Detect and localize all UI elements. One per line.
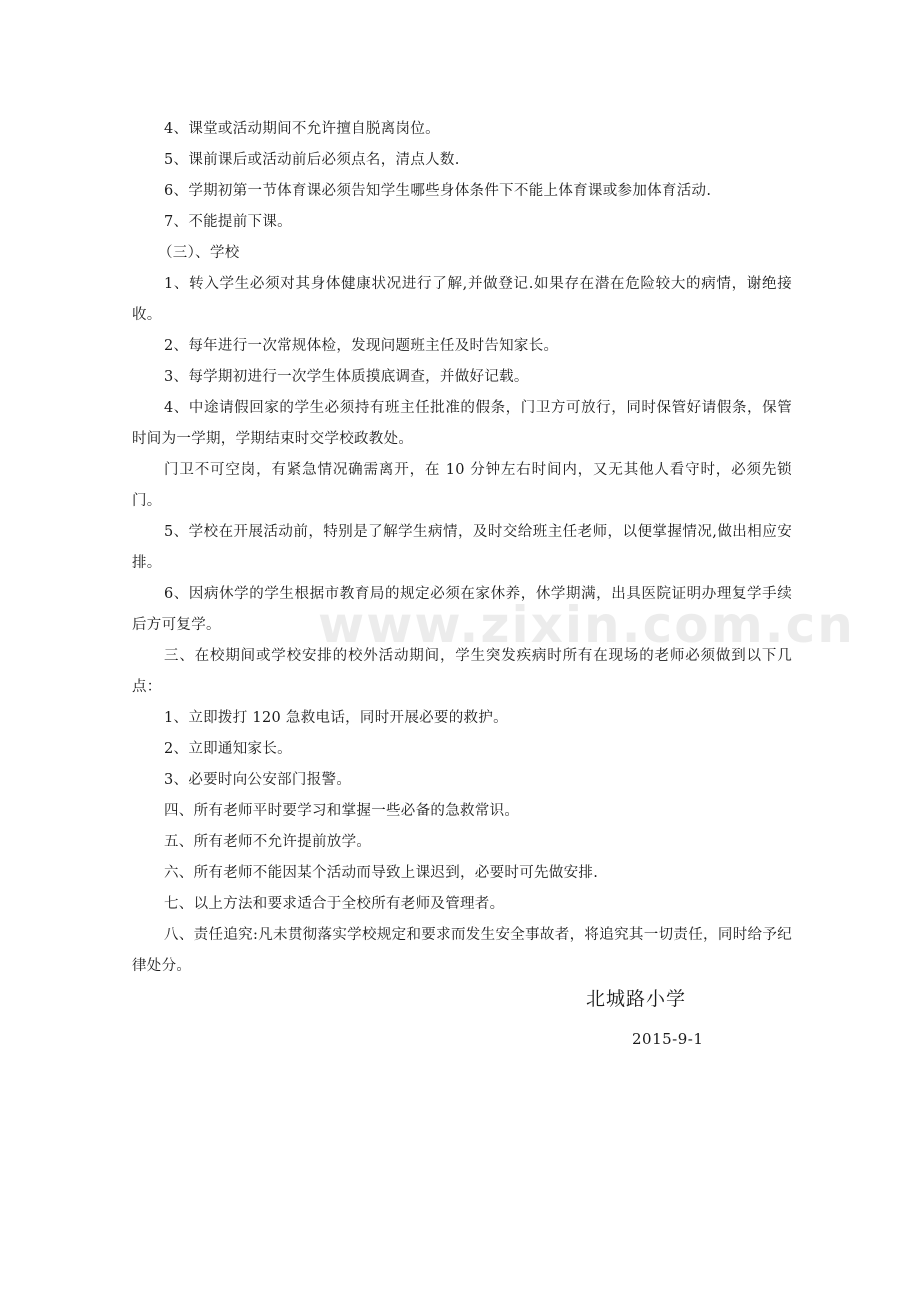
paragraph: 门卫不可空岗，有紧急情况确需离开，在 10 分钟左右时间内，又无其他人看守时，必须先锁门。: [132, 462, 792, 509]
paragraph: 4、课堂或活动期间不允许擅自脱离岗位。: [164, 121, 440, 137]
paragraph: 7、不能提前下课。: [164, 214, 292, 230]
paragraph: 五、所有老师不允许提前放学。: [164, 834, 372, 850]
signature-date: 2015-9-1: [632, 1030, 704, 1048]
paragraph: 6、因病休学的学生根据市教育局的规定必须在家休养，休学期满，出具医院证明办理复学手续后方可复学。: [132, 586, 792, 633]
document-body: [132, 114, 792, 982]
paragraph: 四、所有老师平时要学习和掌握一些必备的急救常识。: [164, 803, 520, 819]
paragraph: 1、立即拨打 120 急救电话，同时开展必要的救护。: [164, 710, 508, 726]
watermark: www.zixin.com.cn: [318, 596, 855, 654]
paragraph: 5、课前课后或活动前后必须点名，清点人数.: [164, 152, 460, 168]
paragraph: 1、转入学生必须对其身体健康状况进行了解,并做登记.如果存在潜在危险较大的病情，谢绝接收。: [132, 276, 792, 323]
signature-school-name: 北城路小学: [586, 988, 687, 1010]
paragraph: 2、立即通知家长。: [164, 741, 292, 757]
paragraph: 3、每学期初进行一次学生体质摸底调查，并做好记载。: [164, 369, 529, 385]
paragraph: 4、中途请假回家的学生必须持有班主任批准的假条，门卫方可放行，同时保管好请假条，保管时间为一学期，学期结束时交学校政教处。: [132, 400, 792, 447]
paragraph: 三、在校期间或学校安排的校外活动期间，学生突发疾病时所有在现场的老师必须做到以下几点：: [132, 648, 792, 695]
section-heading: （三）、学校: [158, 245, 240, 261]
paragraph: 3、必要时向公安部门报警。: [164, 772, 352, 788]
paragraph: 六、所有老师不能因某个活动而导致上课迟到，必要时可先做安排.: [164, 865, 599, 881]
paragraph: 七、以上方法和要求适合于全校所有老师及管理者。: [164, 896, 505, 912]
paragraph: 八、责任追究:凡未贯彻落实学校规定和要求而发生安全事故者，将追究其一切责任，同时给予纪律处分。: [132, 927, 792, 974]
paragraph: 5、学校在开展活动前，特别是了解学生病情，及时交给班主任老师，以便掌握情况,做出相应安排。: [132, 524, 792, 571]
paragraph: 2、每年进行一次常规体检，发现问题班主任及时告知家长。: [164, 338, 559, 354]
paragraph: 6、学期初第一节体育课必须告知学生哪些身体条件下不能上体育课或参加体育活动.: [164, 183, 712, 199]
